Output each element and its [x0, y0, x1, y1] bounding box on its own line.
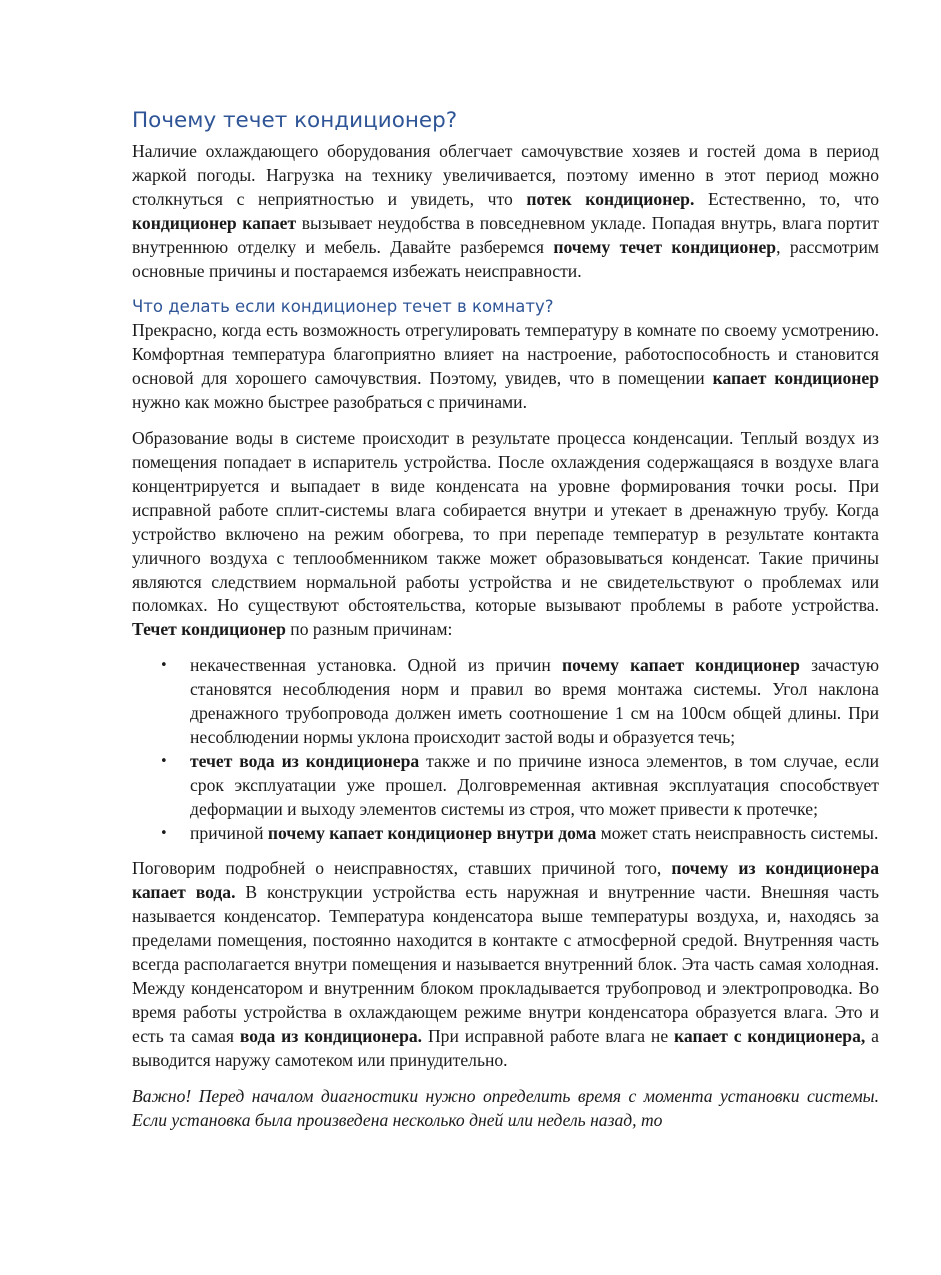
paragraph-4: [132, 857, 879, 1072]
para4-text-4: а выводится наружу самотеком или принудительно.: [132, 1025, 879, 1070]
page-title: Почему течет кондиционер?: [132, 108, 458, 133]
bullet-text-1: причиной: [190, 822, 268, 843]
bullet-text-1: некачественная установка. Одной из причин: [190, 655, 562, 676]
para4-text-2: В конструкции устройства есть наружная и внутренние части. Внешняя часть называется конденсатор. Температура конденсатора выше температуры воздуха, и, находясь за пределами помещения, постоянно находится в контакте с атмосферной средой. Внутренняя часть всегда располагается внутри помещения и называется внутренний блок. Эта часть самая холодная. Между конденсатором и внутренним блоком прокладывается трубопровод и электропроводка. Во время работы устройства в охлаждающем режиме внутри конденсатора образуется влага. Это и есть та самая: [132, 882, 879, 1046]
intro-bold-1: потек кондиционер.: [526, 188, 695, 209]
para2-bold-1: капает кондиционер: [712, 368, 880, 389]
intro-text-2: Естественно, то, что: [694, 188, 880, 209]
paragraph-2: [132, 319, 879, 415]
intro-text-4: , рассмотрим основные причины и постараемся избежать неисправности.: [132, 236, 880, 281]
document-page: [132, 106, 879, 1144]
bullet-text-2: зачастую становятся несоблюдения норм и правил во время монтажа системы. Угол наклона дренажного трубопровода должен иметь соотношение 1 см на 100см общей длины. При несоблюдении нормы уклона происходит застой воды и образуется течь;: [190, 655, 879, 747]
bullet-bold: почему капает кондиционер: [561, 655, 800, 676]
causes-list: [132, 654, 879, 845]
para4-text-3: При исправной работе влага не: [422, 1025, 675, 1046]
intro-text-1: Наличие охлаждающего оборудования облегчает самочувствие хозяев и гостей дома в период жаркой погоды. Нагрузка на технику увеличивается, поэтому именно в этот период можно столкнуться с неприятностью и увидеть, что: [132, 141, 879, 209]
bullet-icon: •: [160, 753, 168, 769]
bullet-text-2: может стать неисправность системы.: [596, 822, 879, 843]
note-paragraph: Важно! Перед началом диагностики нужно определить время с момента установки системы. Если установка была произведена несколько дней или недель назад, то: [132, 1085, 879, 1130]
para3-bold-1: Течет кондиционер: [132, 619, 286, 640]
para4-bold-1: почему из кондиционера капает вода.: [132, 858, 879, 903]
bullet-icon: •: [160, 825, 168, 841]
intro-paragraph: [132, 140, 879, 283]
para4-bold-3: капает с кондиционера,: [674, 1025, 866, 1046]
bullet-text-2: также и по причине износа элементов, в том случае, если срок эксплуатации уже прошел. Долговременная активная эксплуатация способствует деформации и выходу элементов системы из строя, что может привести к протечке;: [190, 750, 879, 819]
bullet-bold: почему капает кондиционер внутри дома: [267, 822, 597, 843]
intro-bold-2: кондиционер капает: [132, 212, 297, 233]
bullet-icon: •: [160, 658, 168, 674]
intro-text-3: вызывает неудобства в повседневном укладе. Попадая внутрь, влага портит внутреннюю отделку и мебель. Давайте разберемся: [132, 212, 879, 257]
para4-text-1: Поговорим подробней о неисправностях, ставших причиной того,: [132, 858, 672, 879]
para3-text-2: по разным причинам:: [285, 619, 453, 640]
paragraph-3: [132, 427, 879, 642]
intro-bold-3: почему течет кондиционер: [553, 236, 777, 257]
para4-bold-2: вода из кондиционера.: [239, 1025, 423, 1046]
list-item: [132, 750, 879, 822]
bullet-bold: течет вода из кондиционера: [190, 750, 420, 771]
section-subtitle: Что делать если кондиционер течет в комнату?: [132, 297, 554, 317]
list-item: [132, 654, 879, 750]
para3-text-1: Образование воды в системе происходит в результате процесса конденсации. Теплый воздух из помещения попадает в испаритель устройства. После охлаждения содержащаяся в воздухе влага концентрируется и выпадает в виде конденсата на уровне формирования точки росы. При исправной работе сплит-системы влага собирается внутри и утекает в дренажную трубу. Когда устройство включено на режим обогрева, то при перепаде температур в результате контакта уличного воздуха с теплообменником также может образовываться конденсат. Такие причины являются следствием нормальной работы устройства и не свидетельствуют о проблемах или поломках. Но существуют обстоятельства, которые вызывают проблемы в работе устройства.: [132, 428, 879, 616]
para2-text-1: Прекрасно, когда есть возможность отрегулировать температуру в комнате по своему усмотрению. Комфортная температура благоприятно влияет на настроение, работоспособность и становится основой для хорошего самочувствия. Поэтому, увидев, что в помещении: [132, 320, 879, 389]
para2-text-2: нужно как можно быстрее разобраться с причинами.: [132, 392, 527, 413]
list-item: [132, 822, 879, 846]
